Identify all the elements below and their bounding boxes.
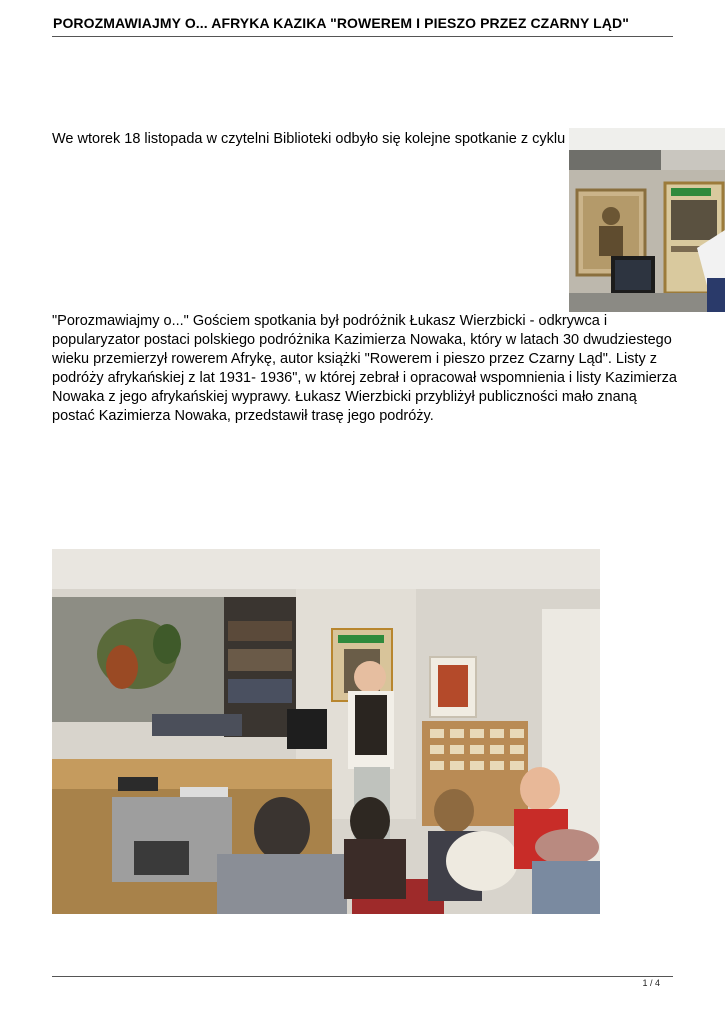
page-number: 1 / 4: [642, 978, 660, 988]
photo-author-meeting: [52, 549, 600, 914]
photo-exhibition-poster: [569, 128, 725, 312]
body-paragraph-intro: We wtorek 18 listopada w czytelni Biblioteki odbyło się kolejne spotkanie z cyklu: [52, 131, 566, 147]
header-divider: [52, 36, 673, 37]
body-paragraph-main: "Porozmawiajmy o..." Gościem spotkania był podróżnik Łukasz Wierzbicki - odkrywca i popularyzator postaci polskiego podróżnika Kazimierza Nowaka, który w latach 30 dwudziestego wieku przemierzył rowerem Afrykę, autor książki "Rowerem i pieszo przez Czarny Ląd". Listy z podróży afrykańskiej z lat 1931- 1936", w której zebrał i opracował wspomnienia i listy Kazimierza Nowaka z jego afrykańskiej wyprawy. Łukasz Wierzbicki przybliżył publiczności mało znaną postać Kazimierza Nowaka, przedstawił trasę jego podróży.: [52, 313, 677, 424]
document-header-title: POROZMAWIAJMY O... AFRYKA KAZIKA "ROWEREM I PIESZO PRZEZ CZARNY LĄD": [53, 15, 629, 31]
footer-divider: [52, 976, 673, 977]
